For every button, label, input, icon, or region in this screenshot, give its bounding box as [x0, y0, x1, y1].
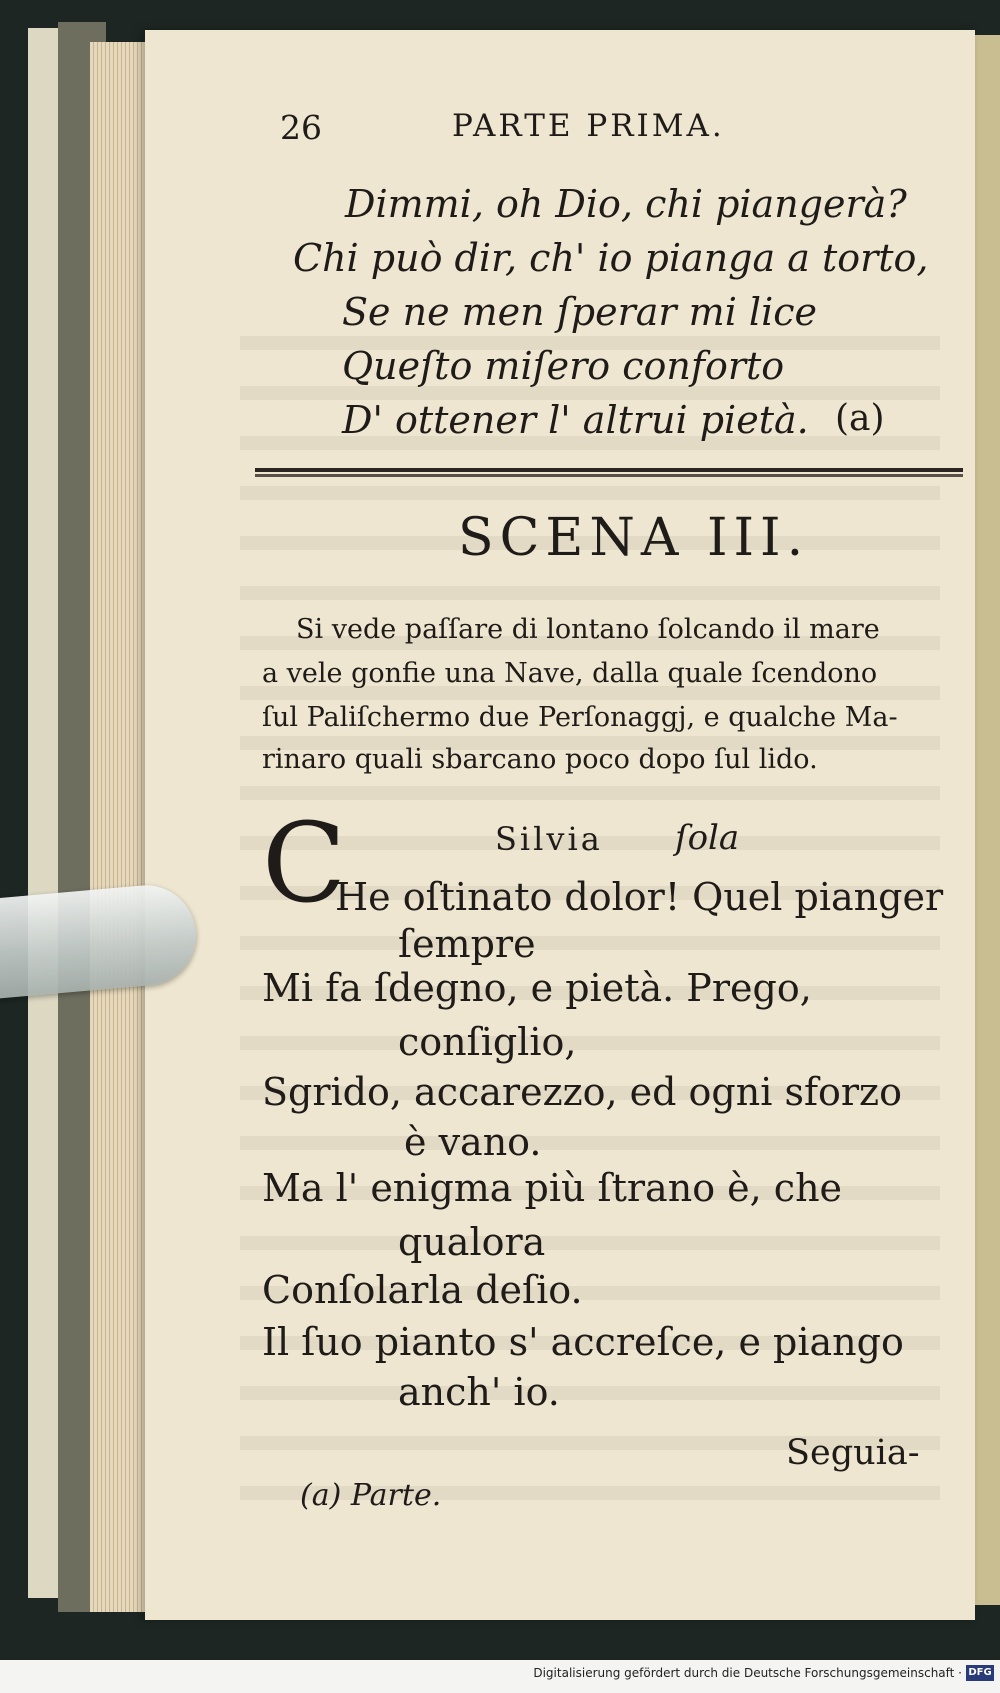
verse-line: Chi può dir, ch' io pianga a torto, [293, 236, 929, 280]
verse-line: D' ottener l' altrui pietà. [342, 398, 809, 442]
digitization-credit: Digitalisierung gefördert durch die Deutsche Forschungsgemeinschaft · [533, 1666, 962, 1680]
drop-capital: C [262, 799, 347, 927]
running-title: PARTE PRIMA. [452, 108, 725, 144]
page-number: 26 [280, 108, 322, 147]
catchword: Seguia- [786, 1433, 920, 1473]
footnote-marker: (a) [835, 398, 885, 439]
dialogue-line: conſiglio, [398, 1020, 577, 1064]
dialogue-line: anch' io. [398, 1370, 560, 1414]
verse-line: Dimmi, oh Dio, chi piangerà? [345, 182, 907, 226]
dialogue-line: qualora [398, 1220, 546, 1264]
stage-direction-line: rinaro quali sbarcano poco dopo ſul lido. [262, 744, 818, 775]
verse-line: Se ne men ſperar mi lice [342, 290, 817, 334]
dialogue-line: è vano. [404, 1120, 542, 1164]
dfg-logo: DFG [966, 1665, 994, 1681]
dialogue-line: Il ſuo pianto s' accreſce, e piango [262, 1320, 904, 1364]
stage-direction-line: Si vede paſſare di lontano ſolcando il mare [296, 614, 880, 645]
dialogue-line: Conſolarla deſio. [262, 1268, 583, 1312]
footnote: (a) Parte. [300, 1478, 442, 1513]
dialogue-line: ſempre [398, 922, 536, 966]
speaker-name: Silvia [495, 820, 603, 858]
dialogue-line: He oſtinato dolor! Quel pianger [335, 875, 944, 919]
scene-title: SCENA III. [458, 508, 810, 568]
stage-direction-line: ſul Paliſchermo due Perſonaggj, e qualche Ma- [262, 702, 898, 733]
section-rule [255, 468, 963, 472]
stage-direction-line: a vele gonfie una Nave, dalla quale ſcendono [262, 658, 878, 689]
dialogue-line: Sgrido, accarezzo, ed ogni sforzo [262, 1070, 902, 1114]
dialogue-line: Ma l' enigma più ſtrano è, che [262, 1166, 843, 1210]
speaker-note: ſola [675, 818, 740, 858]
dialogue-line: Mi fa ſdegno, e pietà. Prego, [262, 966, 812, 1010]
verse-line: Queſto miſero conforto [342, 344, 785, 388]
